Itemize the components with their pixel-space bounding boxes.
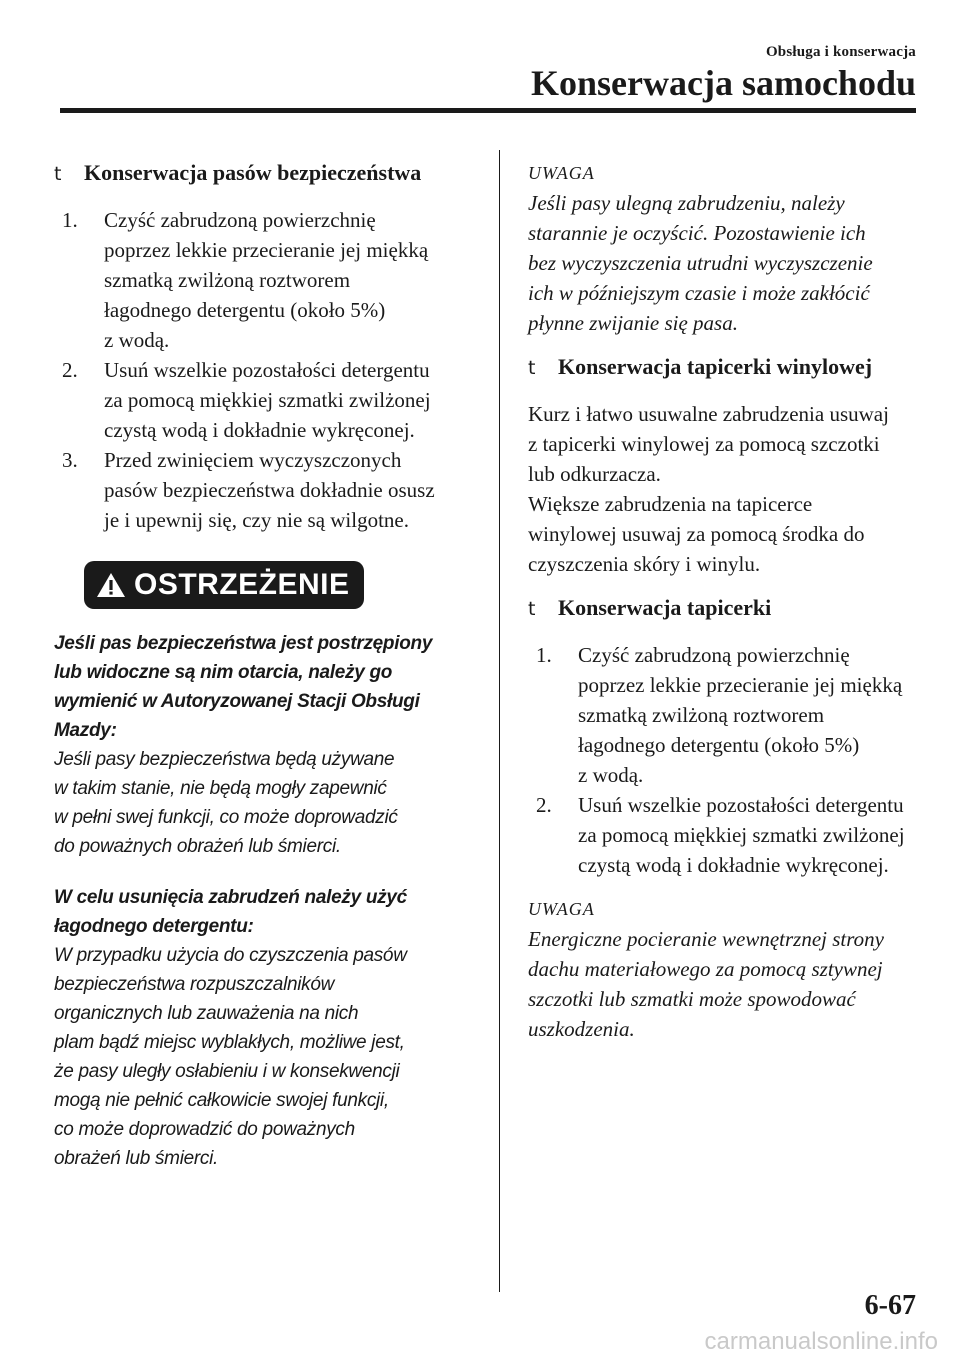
step-number: 2. (536, 793, 552, 817)
text-line: co może doprowadzić do poważnych (54, 1119, 355, 1140)
text-line: Usuń wszelkie pozostałości detergentu (104, 358, 430, 382)
text-line: dachu materiałowego za pomocą sztywnej (528, 957, 883, 981)
text-line: mogą nie pełnić całkowicie swojej funkcji, (54, 1090, 389, 1111)
text-line: Usuń wszelkie pozostałości detergentu (578, 793, 904, 817)
text-line: za pomocą miękkiej szmatki zwilżonej (578, 823, 905, 847)
step-item (62, 355, 470, 445)
column-divider (499, 150, 500, 1292)
text-line: Kurz i łatwo usuwalne zabrudzenia usuwaj (528, 402, 889, 426)
text-line: pasów bezpieczeństwa dokładnie osusz (104, 478, 435, 502)
text-line: poprzez lekkie przecieranie jej miękką (104, 238, 429, 262)
text-line: szczotki lub szmatki może spowodować (528, 987, 856, 1011)
warning-body (54, 941, 470, 1173)
step-item (536, 790, 920, 880)
section-marker: t (54, 163, 62, 185)
warning-body (54, 745, 470, 861)
text-line: bezpieczeństwa rozpuszczalników (54, 974, 335, 995)
section-label: Obsługa i konserwacja (765, 44, 916, 60)
step-item (536, 640, 920, 790)
text-line: organicznych lub zauważenia na nich (54, 1003, 359, 1024)
heading-title: Konserwacja tapicerki (558, 595, 772, 620)
text-line: w takim stanie, nie będą mogły zapewnić (54, 778, 387, 799)
warning-label: OSTRZEŻENIE (134, 568, 350, 601)
text-line: Przed zwinięciem wyczyszczonych (104, 448, 402, 472)
right-column (528, 158, 920, 1058)
warning-heading (54, 629, 470, 745)
section-heading-vinyl (528, 352, 920, 383)
step-text (578, 640, 920, 790)
note-text (528, 924, 920, 1044)
text-line: W celu usunięcia zabrudzeń należy użyć (54, 887, 407, 908)
left-column (54, 158, 470, 1195)
header-rule (60, 108, 916, 113)
text-line: za pomocą miękkiej szmatki zwilżonej (104, 388, 431, 412)
text-line: plam bądź miejsc wyblakłych, możliwe jest, (54, 1032, 405, 1053)
text-line: Jeśli pasy ulegną zabrudzeniu, należy (528, 191, 845, 215)
text-line: szmatką zwilżoną roztworem (104, 268, 351, 292)
text-line: Energiczne pocieranie wewnętrznej strony (528, 927, 884, 951)
step-number: 3. (62, 448, 78, 472)
step-text (578, 790, 920, 880)
note-label: UWAGA (528, 163, 595, 183)
text-line: winylowej usuwaj za pomocą środka do (528, 522, 865, 546)
page-header (531, 44, 916, 103)
step-number: 1. (536, 643, 552, 667)
step-item (62, 205, 470, 355)
text-line: uszkodzenia. (528, 1017, 635, 1041)
text-line: bez wyczyszczenia utrudni wyczyszczenie (528, 251, 873, 275)
note-text (528, 188, 920, 338)
section-marker: t (528, 357, 536, 379)
step-text (104, 355, 470, 445)
text-line: Czyść zabrudzoną powierzchnię (104, 208, 376, 232)
section-marker: t (528, 598, 536, 620)
text-line: poprzez lekkie przecieranie jej miękką (578, 673, 903, 697)
text-line: starannie je oczyścić. Pozostawienie ich (528, 221, 866, 245)
warning-text (54, 629, 470, 1173)
text-line: Czyść zabrudzoną powierzchnię (578, 643, 850, 667)
step-text (104, 445, 470, 535)
text-line: lub odkurzacza. (528, 462, 661, 486)
heading-title: Konserwacja tapicerki winylowej (558, 354, 873, 379)
steps-list (528, 640, 920, 880)
text-line: czyszczenia skóry i winylu. (528, 552, 761, 576)
heading-title: Konserwacja pasów bezpieczeństwa (84, 160, 422, 185)
text-line: że pasy uległy osłabieniu i w konsekwencji (54, 1061, 400, 1082)
text-line: czystą wodą i dokładnie wykręconej. (104, 418, 415, 442)
step-text (104, 205, 470, 355)
warning-badge (84, 561, 364, 609)
page-number: 6-67 (864, 1290, 916, 1321)
warning-triangle-icon (96, 572, 126, 598)
text-line: Większe zabrudzenia na tapicerce (528, 492, 813, 516)
watermark: carmanualsonline.info (704, 1328, 938, 1355)
note-label: UWAGA (528, 899, 595, 919)
text-line: łagodnego detergentu: (54, 916, 254, 937)
text-line: obrażeń lub śmierci. (54, 1148, 219, 1169)
chapter-title: Konserwacja samochodu (531, 63, 916, 103)
warning-heading (54, 883, 470, 941)
text-line: do poważnych obrażeń lub śmierci. (54, 836, 341, 857)
text-line: Mazdy: (54, 720, 117, 741)
text-line: z wodą. (578, 763, 644, 787)
section-heading-seatbelts (54, 158, 470, 189)
text-line: je i upewnij się, czy nie są wilgotne. (104, 508, 410, 532)
text-line: z wodą. (104, 328, 170, 352)
text-line: ich w późniejszym czasie i może zakłócić (528, 281, 870, 305)
note-block (528, 894, 920, 1044)
step-number: 2. (62, 358, 78, 382)
text-line: z tapicerki winylowej za pomocą szczotki (528, 432, 880, 456)
text-line: płynne zwijanie się pasa. (528, 311, 738, 335)
steps-list (54, 205, 470, 535)
text-line: Jeśli pas bezpieczeństwa jest postrzępiony (54, 633, 433, 654)
text-line: wymienić w Autoryzowanej Stacji Obsługi (54, 691, 420, 712)
text-line: szmatką zwilżoną roztworem (578, 703, 825, 727)
text-line: w pełni swej funkcji, co może doprowadzić (54, 807, 398, 828)
text-line: lub widoczne są nim otarcia, należy go (54, 662, 393, 683)
text-line: W przypadku użycia do czyszczenia pasów (54, 945, 407, 966)
text-line: łagodnego detergentu (około 5%) (104, 298, 386, 322)
text-line: łagodnego detergentu (około 5%) (578, 733, 860, 757)
step-item (62, 445, 470, 535)
vinyl-paragraph (528, 399, 920, 579)
note-block (528, 158, 920, 338)
text-line: Jeśli pasy bezpieczeństwa będą używane (54, 749, 395, 770)
section-heading-upholstery (528, 593, 920, 624)
step-number: 1. (62, 208, 78, 232)
text-line: czystą wodą i dokładnie wykręconej. (578, 853, 889, 877)
